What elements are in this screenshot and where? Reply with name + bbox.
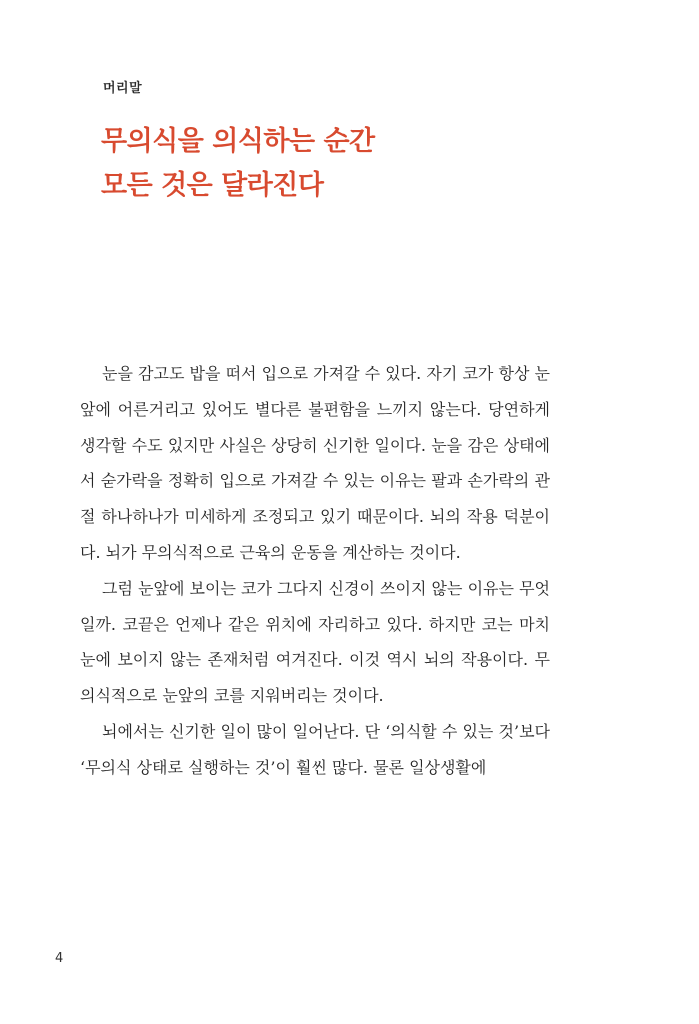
- paragraph-2: 그럼 눈앞에 보이는 코가 그다지 신경이 쓰이지 않는 이유는 무엇일까. 코끝은 언제나 같은 위치에 자리하고 있다. 하지만 코는 마치 눈에 보이지 않는 존재처럼 여겨진다. 이것 역시 뇌의 작용이다. 무의식적으로 눈앞의 코를 지워버리는 것이다.: [80, 578, 550, 706]
- body-text: [80, 356, 550, 786]
- chapter-title-line-2: 모든 것은 달라진다: [101, 170, 324, 201]
- paragraph-1: 눈을 감고도 밥을 떠서 입으로 가져갈 수 있다. 자기 코가 항상 눈앞에 어른거리고 있어도 별다른 불편함을 느끼지 않는다. 당연하게 생각할 수도 있지만 사실은 상당히 신기한 일이다. 눈을 감은 상태에서 숟가락을 정확히 입으로 가져갈 수 있는 이유는 팔과 손가락의 관절 하나하나가 미세하게 조정되고 있기 때문이다. 뇌의 작용 덕분이다. 뇌가 무의식적으로 근육의 운동을 계산하는 것이다.: [80, 364, 550, 562]
- paragraph-3: 뇌에서는 신기한 일이 많이 일어난다. 단 ‘의식할 수 있는 것’보다 ‘무의식 상태로 실행하는 것’이 훨씬 많다. 물론 일상생활에: [80, 721, 550, 777]
- section-label: 머리말: [103, 81, 143, 96]
- page-number: 4: [55, 951, 64, 966]
- chapter-title: [101, 120, 375, 208]
- chapter-title-line-1: 무의식을 의식하는 순간: [101, 126, 375, 157]
